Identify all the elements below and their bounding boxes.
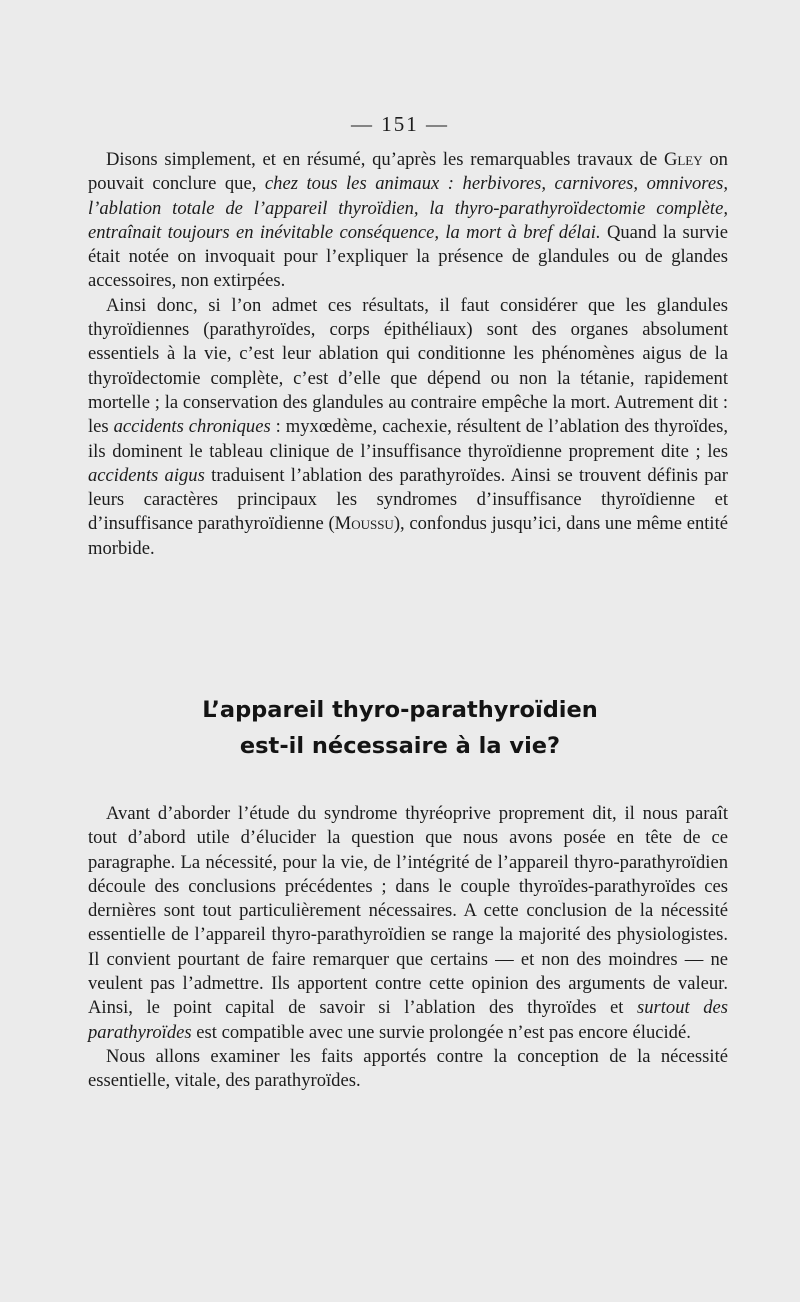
italic-accidents-aigus: accidents aigus	[88, 464, 205, 486]
paragraph-2-text: Ainsi donc, si l’on admet ces résultats, il faut considérer que les glandules thyroïdiennes (parathyroïdes, corps épithéliaux) sont des organes absolument essentiels à la vie, c’est leur ablation qui conditionne les phénomènes aigus de la thyroïdectomie complète, c’est d’elle que dépend ou non la tétanie, rapidement mortelle ; la conservation des glandules au contraire empêche la mort. Autrement dit : les	[88, 294, 728, 438]
paragraph-2-text-c: traduisent l’ablation des parathyroïdes. Ainsi se trouvent définis par leurs caractères principaux les syndromes d’insuffisance thyroïdienne et d’insuffisance parathyroïdienne (	[88, 464, 728, 535]
paragraph-1-text-b: on pouvait conclure que,	[88, 149, 728, 195]
section-heading-line-1: L’appareil thyro-parathyroïdien	[202, 697, 598, 723]
italic-accidents-chroniques: accidents chroniques	[113, 416, 271, 438]
text-block-lower	[88, 802, 728, 1094]
italic-surtout-des-parathyroides: surtout des parathyroïdes	[88, 997, 728, 1043]
author-name-gley: Gley	[663, 149, 703, 170]
paragraph-1-text-c: Quand la survie était notée on invoquait pour l’expliquer la présence de glandules ou de glandes accessoires, non extirpées.	[88, 221, 728, 292]
text-block-upper	[88, 148, 728, 561]
author-name-moussu: Moussu	[334, 513, 394, 535]
paragraph-2-text-d: ), confondus jusqu’ici, dans une même entité morbide.	[88, 513, 728, 559]
paragraph-4: Nous allons examiner les faits apportés contre la conception de la nécessité essentielle, vitale, des parathyroïdes.	[88, 1045, 728, 1092]
section-heading	[0, 692, 800, 764]
section-heading-line-2: est-il nécessaire à la vie?	[239, 733, 561, 759]
paragraph-1-italic: chez tous les animaux : herbivores, carnivores, omnivores, l’ablation totale de l’appareil thyroïdien, la thyro-parathyroïdectomie complète, entraînait toujours en inévitable conséquence, la mort à bref délai.	[88, 173, 728, 243]
paragraph-2-text-b: : myxœdème, cachexie, résultent de l’ablation des thyroïdes, ils dominent le tableau clinique de l’insuffisance thyroïdienne proprement dite ; les	[88, 416, 728, 462]
paragraph-3	[88, 802, 728, 1045]
paragraph-3-text: Avant d’aborder l’étude du syndrome thyréoprive proprement dit, il nous paraît tout d’abord utile d’élucider la question que nous avons posée en tête de ce paragraphe. La nécessité, pour la vie, de l’intégrité de l’appareil thyro-parathyroïdien découle des conclusions précédentes ; dans le couple thyroïdes-parathyroïdes ces dernières sont tout particulièrement nécessaires. A cette conclusion de la nécessité essentielle de l’appareil thyro-parathyroïdien se range la majorité des physiologistes. Il convient pourtant de faire remarquer que certains — et non des moindres — ne veulent pas l’admettre. Ils apportent contre cette opinion des arguments de valeur. Ainsi, le point capital de savoir si l’ablation des thyroïdes et	[88, 803, 728, 1019]
page-number: — 151 —	[351, 112, 449, 136]
paragraph-1	[88, 148, 728, 294]
paragraph-3-text-b: est compatible avec une survie prolongée n’est pas encore élucidé.	[191, 1021, 691, 1043]
paragraph-2	[88, 294, 728, 561]
paragraph-1-text: Disons simplement, et en résumé, qu’après les remarquables travaux de	[106, 149, 664, 170]
